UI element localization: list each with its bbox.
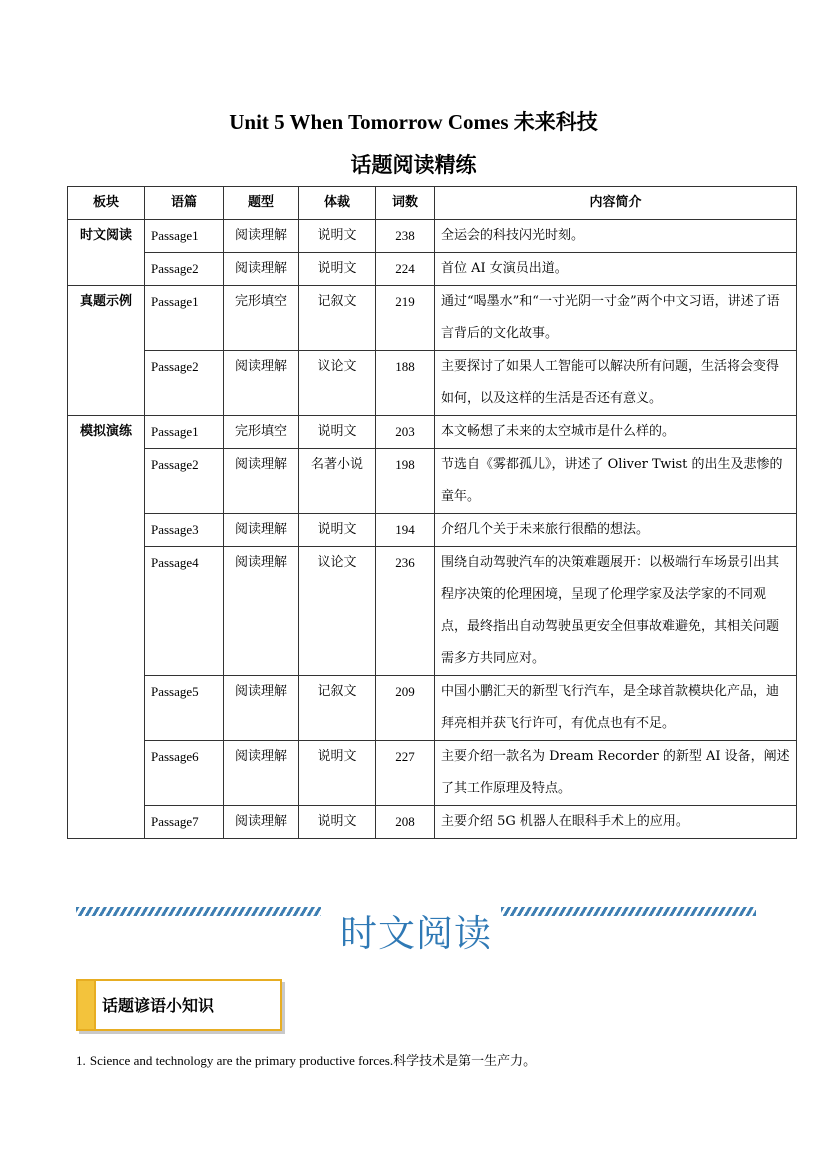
passage-cell: Passage3	[145, 514, 224, 547]
genre-cell: 说明文	[299, 806, 376, 839]
genre-cell: 名著小说	[299, 449, 376, 514]
header-cell: 体裁	[299, 187, 376, 220]
banner-title: 时文阅读	[340, 912, 492, 955]
passage-cell: Passage7	[145, 806, 224, 839]
type-cell: 阅读理解	[224, 220, 299, 253]
passage-cell: Passage2	[145, 351, 224, 416]
genre-cell: 记叙文	[299, 676, 376, 741]
genre-cell: 议论文	[299, 547, 376, 676]
table-row	[68, 514, 797, 547]
desc-cell: 主要介绍 5G 机器人在眼科手术上的应用。	[435, 806, 797, 839]
desc-cell: 中国小鹏汇天的新型飞行汽车，是全球首款模块化产品，迪拜亮相并获飞行许可，有优点也有不足。	[435, 676, 797, 741]
table-row	[68, 351, 797, 416]
words-cell: 224	[376, 253, 435, 286]
header-cell: 题型	[224, 187, 299, 220]
passage-cell: Passage1	[145, 220, 224, 253]
desc-cell: 首位 AI 女演员出道。	[435, 253, 797, 286]
table-row	[68, 416, 797, 449]
proverb-box	[76, 979, 282, 1031]
header-cell: 词数	[376, 187, 435, 220]
overview-table	[67, 186, 797, 839]
proverb-box-label: 话题谚语小知识	[102, 996, 215, 1015]
type-cell: 阅读理解	[224, 806, 299, 839]
words-cell: 227	[376, 741, 435, 806]
words-cell: 208	[376, 806, 435, 839]
genre-cell: 说明文	[299, 253, 376, 286]
desc-cell: 全运会的科技闪光时刻。	[435, 220, 797, 253]
type-cell: 阅读理解	[224, 741, 299, 806]
desc-cell: 主要探讨了如果人工智能可以解决所有问题，生活将会变得如何，以及这样的生活是否还有意义。	[435, 351, 797, 416]
section-banner	[76, 899, 756, 955]
passage-cell: Passage4	[145, 547, 224, 676]
genre-cell: 说明文	[299, 220, 376, 253]
desc-cell: 节选自《雾都孤儿》，讲述了 Oliver Twist 的出生及悲惨的童年。	[435, 449, 797, 514]
passage-cell: Passage2	[145, 253, 224, 286]
passage-cell: Passage2	[145, 449, 224, 514]
type-cell: 完形填空	[224, 416, 299, 449]
type-cell: 阅读理解	[224, 514, 299, 547]
table-row	[68, 676, 797, 741]
genre-cell: 记叙文	[299, 286, 376, 351]
table-row	[68, 547, 797, 676]
words-cell: 238	[376, 220, 435, 253]
desc-cell: 主要介绍一款名为 Dream Recorder 的新型 AI 设备，阐述了其工作原理及特点。	[435, 741, 797, 806]
page-subtitle: 话题阅读精练	[350, 152, 477, 177]
desc-cell: 本文畅想了未来的太空城市是什么样的。	[435, 416, 797, 449]
words-cell: 188	[376, 351, 435, 416]
words-cell: 209	[376, 676, 435, 741]
passage-cell: Passage6	[145, 741, 224, 806]
desc-cell: 介绍几个关于未来旅行很酷的想法。	[435, 514, 797, 547]
saying-english: Science and technology are the primary productive forces.	[89, 1053, 394, 1068]
passage-cell: Passage5	[145, 676, 224, 741]
genre-cell: 说明文	[299, 741, 376, 806]
header-cell: 语篇	[145, 187, 224, 220]
words-cell: 236	[376, 547, 435, 676]
section-label: 真题示例	[68, 286, 145, 416]
words-cell: 219	[376, 286, 435, 351]
type-cell: 完形填空	[224, 286, 299, 351]
type-cell: 阅读理解	[224, 449, 299, 514]
words-cell: 203	[376, 416, 435, 449]
desc-cell: 通过“喝墨水”和“一寸光阴一寸金”两个中文习语，讲述了语言背后的文化故事。	[435, 286, 797, 351]
saying-chinese: 科学技术是第一生产力。	[393, 1054, 537, 1069]
table-row	[68, 220, 797, 253]
table-row	[68, 806, 797, 839]
passage-cell: Passage1	[145, 286, 224, 351]
table-row	[68, 286, 797, 351]
words-cell: 194	[376, 514, 435, 547]
type-cell: 阅读理解	[224, 547, 299, 676]
saying-number: 1.	[76, 1053, 86, 1068]
type-cell: 阅读理解	[224, 676, 299, 741]
section-label: 时文阅读	[68, 220, 145, 286]
genre-cell: 说明文	[299, 514, 376, 547]
saying-line	[76, 1050, 536, 1069]
table-row	[68, 741, 797, 806]
page-title: Unit 5 When Tomorrow Comes 未来科技	[229, 110, 598, 134]
table-header-row	[68, 187, 797, 220]
words-cell: 198	[376, 449, 435, 514]
header-cell: 内容简介	[435, 187, 797, 220]
header-cell: 板块	[68, 187, 145, 220]
type-cell: 阅读理解	[224, 351, 299, 416]
section-label: 模拟演练	[68, 416, 145, 839]
genre-cell: 议论文	[299, 351, 376, 416]
genre-cell: 说明文	[299, 416, 376, 449]
type-cell: 阅读理解	[224, 253, 299, 286]
passage-cell: Passage1	[145, 416, 224, 449]
table-row	[68, 449, 797, 514]
desc-cell: 围绕自动驾驶汽车的决策难题展开：以极端行车场景引出其程序决策的伦理困境，呈现了伦理学家及法学家的不同观点，最终指出自动驾驶虽更安全但事故难避免，其相关问题需多方共同应对。	[435, 547, 797, 676]
table-row	[68, 253, 797, 286]
